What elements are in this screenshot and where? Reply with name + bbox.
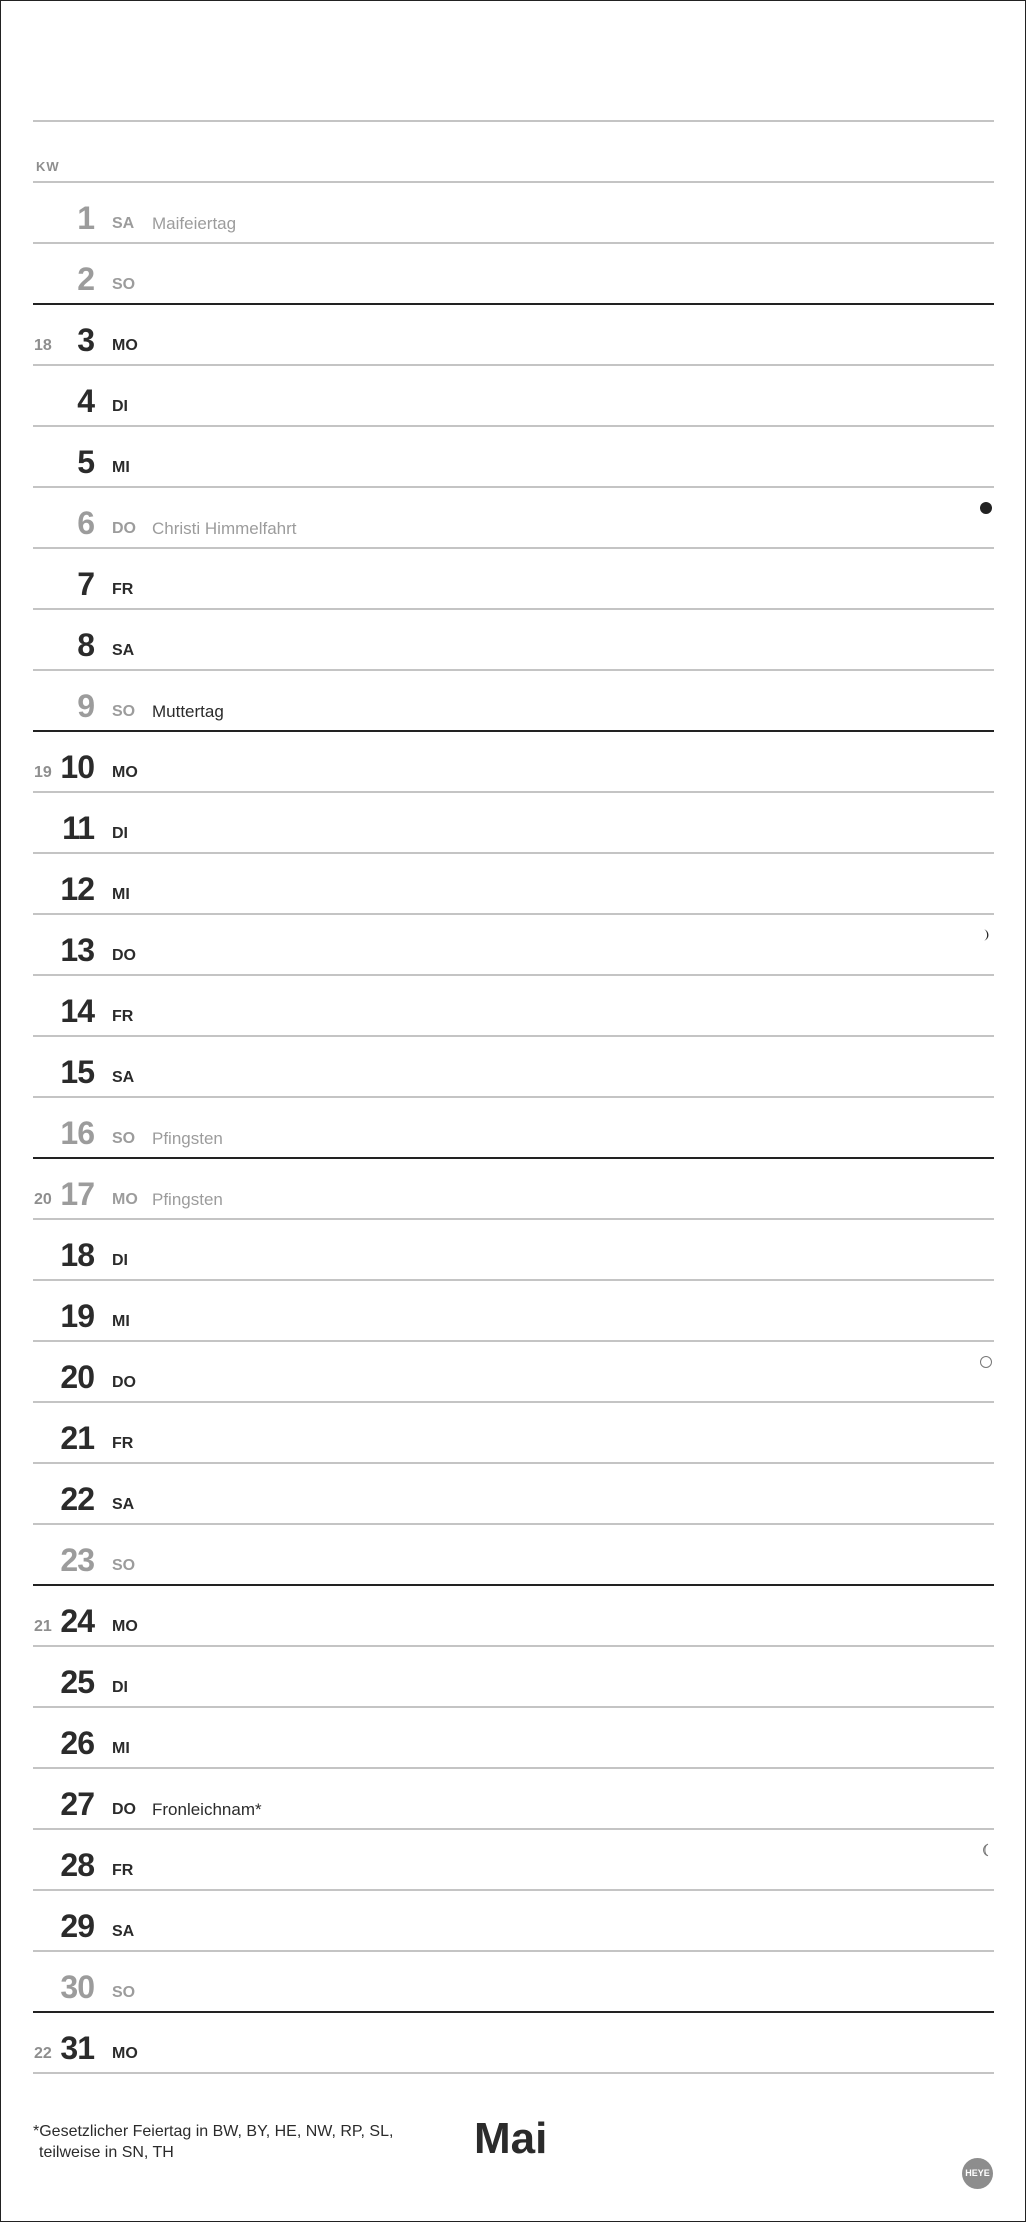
last-quarter-icon xyxy=(979,1843,993,1857)
holiday-note: Maifeiertag xyxy=(152,214,237,233)
day-number: 28 xyxy=(60,1847,94,1883)
weekday-abbr: DI xyxy=(112,1679,128,1696)
day-row xyxy=(1,1829,1001,1890)
day-number: 30 xyxy=(60,1969,94,2005)
weekday-abbr: SA xyxy=(112,1069,135,1086)
weekday-abbr: SA xyxy=(112,1923,135,1940)
day-row xyxy=(1,426,1001,487)
day-divider xyxy=(33,852,994,854)
holiday-note: Fronleichnam* xyxy=(152,1800,262,1819)
day-number: 14 xyxy=(60,993,94,1029)
day-number: 21 xyxy=(60,1420,94,1456)
weekday-abbr: SA xyxy=(112,1496,135,1513)
day-number: 26 xyxy=(60,1725,94,1761)
month-title: Mai xyxy=(474,2114,548,2163)
day-divider xyxy=(33,913,994,915)
weekday-abbr: MO xyxy=(112,337,138,354)
day-divider xyxy=(33,608,994,610)
week-number: 19 xyxy=(34,764,52,781)
day-number: 29 xyxy=(60,1908,94,1944)
weekday-abbr: SA xyxy=(112,215,135,232)
weekday-abbr: SO xyxy=(112,1557,136,1574)
day-number: 4 xyxy=(77,383,94,419)
day-number: 18 xyxy=(60,1237,94,1273)
weekday-abbr: DO xyxy=(112,520,136,537)
kw-column-header: KW xyxy=(36,159,60,174)
day-row xyxy=(1,1951,1001,2012)
top-rule xyxy=(33,120,994,122)
day-row xyxy=(1,1097,1001,1158)
day-divider xyxy=(33,1279,994,1281)
weekday-abbr: SO xyxy=(112,1984,136,2001)
day-row xyxy=(1,1646,1001,1707)
day-row xyxy=(1,2012,1001,2073)
day-number: 6 xyxy=(77,505,94,541)
day-number: 17 xyxy=(60,1176,94,1212)
holiday-note: Christi Himmelfahrt xyxy=(152,519,297,538)
day-divider xyxy=(33,1035,994,1037)
day-row xyxy=(1,243,1001,304)
day-row xyxy=(1,1524,1001,1585)
weekday-abbr: MO xyxy=(112,764,138,781)
day-divider xyxy=(33,669,994,671)
day-row xyxy=(1,1036,1001,1097)
heye-logo: HEYE xyxy=(962,2158,993,2189)
weekday-abbr: DO xyxy=(112,1374,136,1391)
weekday-abbr: MI xyxy=(112,1740,130,1757)
footnote-line-1: *Gesetzlicher Feiertag in BW, BY, HE, NW, RP, SL, xyxy=(33,2123,394,2140)
footnote xyxy=(33,2121,393,2163)
weekday-abbr: FR xyxy=(112,1862,134,1879)
day-row xyxy=(1,365,1001,426)
day-number: 10 xyxy=(60,749,94,785)
day-row xyxy=(1,1341,1001,1402)
day-row xyxy=(1,731,1001,792)
day-row xyxy=(1,792,1001,853)
day-number: 5 xyxy=(77,444,94,480)
day-row xyxy=(1,1219,1001,1280)
weekday-abbr: SO xyxy=(112,703,136,720)
day-number: 13 xyxy=(60,932,94,968)
day-number: 25 xyxy=(60,1664,94,1700)
weekday-abbr: MO xyxy=(112,2045,138,2062)
holiday-note: Pfingsten xyxy=(152,1190,223,1209)
week-divider xyxy=(33,303,994,305)
week-divider xyxy=(33,730,994,732)
day-divider xyxy=(33,791,994,793)
day-number: 2 xyxy=(77,261,94,297)
week-number: 18 xyxy=(34,337,52,354)
day-row xyxy=(1,1585,1001,1646)
day-divider xyxy=(33,1706,994,1708)
day-divider xyxy=(33,1645,994,1647)
day-number: 12 xyxy=(60,871,94,907)
day-row xyxy=(1,1280,1001,1341)
weekday-abbr: SA xyxy=(112,642,135,659)
week-number: 21 xyxy=(34,1618,52,1635)
day-divider xyxy=(33,1340,994,1342)
day-number: 31 xyxy=(60,2030,94,2066)
day-divider xyxy=(33,1523,994,1525)
day-row xyxy=(1,1158,1001,1219)
day-row xyxy=(1,487,1001,548)
new-moon-icon xyxy=(979,501,993,515)
day-divider xyxy=(33,486,994,488)
day-row xyxy=(1,548,1001,609)
day-number: 7 xyxy=(77,566,94,602)
weekday-abbr: MO xyxy=(112,1618,138,1635)
day-divider xyxy=(33,425,994,427)
day-number: 15 xyxy=(60,1054,94,1090)
weekday-abbr: DI xyxy=(112,398,128,415)
first-quarter-icon xyxy=(979,928,993,942)
week-divider xyxy=(33,1157,994,1159)
weekday-abbr: FR xyxy=(112,581,134,598)
day-divider xyxy=(33,1218,994,1220)
footnote-line-2: teilweise in SN, TH xyxy=(39,2144,174,2161)
week-number: 20 xyxy=(34,1191,52,1208)
day-row xyxy=(1,670,1001,731)
day-number: 24 xyxy=(60,1603,94,1639)
day-row xyxy=(1,1463,1001,1524)
weekday-abbr: DI xyxy=(112,825,128,842)
day-row xyxy=(1,1768,1001,1829)
day-row xyxy=(1,1890,1001,1951)
day-row xyxy=(1,182,1001,243)
day-divider xyxy=(33,1950,994,1952)
day-divider xyxy=(33,2072,994,2074)
day-number: 8 xyxy=(77,627,94,663)
day-divider xyxy=(33,1767,994,1769)
weekday-abbr: MO xyxy=(112,1191,138,1208)
day-divider xyxy=(33,1096,994,1098)
weekday-abbr: MI xyxy=(112,459,130,476)
day-row xyxy=(1,853,1001,914)
day-number: 9 xyxy=(77,688,94,724)
day-row xyxy=(1,914,1001,975)
holiday-note: Muttertag xyxy=(152,702,224,721)
weekday-abbr: FR xyxy=(112,1008,134,1025)
full-moon-icon xyxy=(979,1355,993,1369)
week-divider xyxy=(33,1584,994,1586)
weekday-abbr: DI xyxy=(112,1252,128,1269)
day-row xyxy=(1,975,1001,1036)
weekday-abbr: MI xyxy=(112,886,130,903)
day-divider xyxy=(33,364,994,366)
day-row xyxy=(1,1402,1001,1463)
day-row xyxy=(1,1707,1001,1768)
weekday-abbr: SO xyxy=(112,276,136,293)
day-divider xyxy=(33,1889,994,1891)
day-row xyxy=(1,609,1001,670)
week-number: 22 xyxy=(34,2045,52,2062)
day-number: 1 xyxy=(77,200,94,236)
day-divider xyxy=(33,1828,994,1830)
holiday-note: Pfingsten xyxy=(152,1129,223,1148)
weekday-abbr: DO xyxy=(112,947,136,964)
day-number: 27 xyxy=(60,1786,94,1822)
day-divider xyxy=(33,242,994,244)
week-divider xyxy=(33,2011,994,2013)
day-number: 11 xyxy=(62,810,94,846)
day-number: 19 xyxy=(60,1298,94,1334)
weekday-abbr: FR xyxy=(112,1435,134,1452)
day-row xyxy=(1,304,1001,365)
weekday-abbr: MI xyxy=(112,1313,130,1330)
day-number: 3 xyxy=(77,322,94,358)
day-divider xyxy=(33,547,994,549)
weekday-abbr: SO xyxy=(112,1130,136,1147)
day-number: 23 xyxy=(60,1542,94,1578)
day-number: 20 xyxy=(60,1359,94,1395)
day-divider xyxy=(33,974,994,976)
day-number: 22 xyxy=(60,1481,94,1517)
day-divider xyxy=(33,1462,994,1464)
weekday-abbr: DO xyxy=(112,1801,136,1818)
day-number: 16 xyxy=(60,1115,94,1151)
day-divider xyxy=(33,1401,994,1403)
